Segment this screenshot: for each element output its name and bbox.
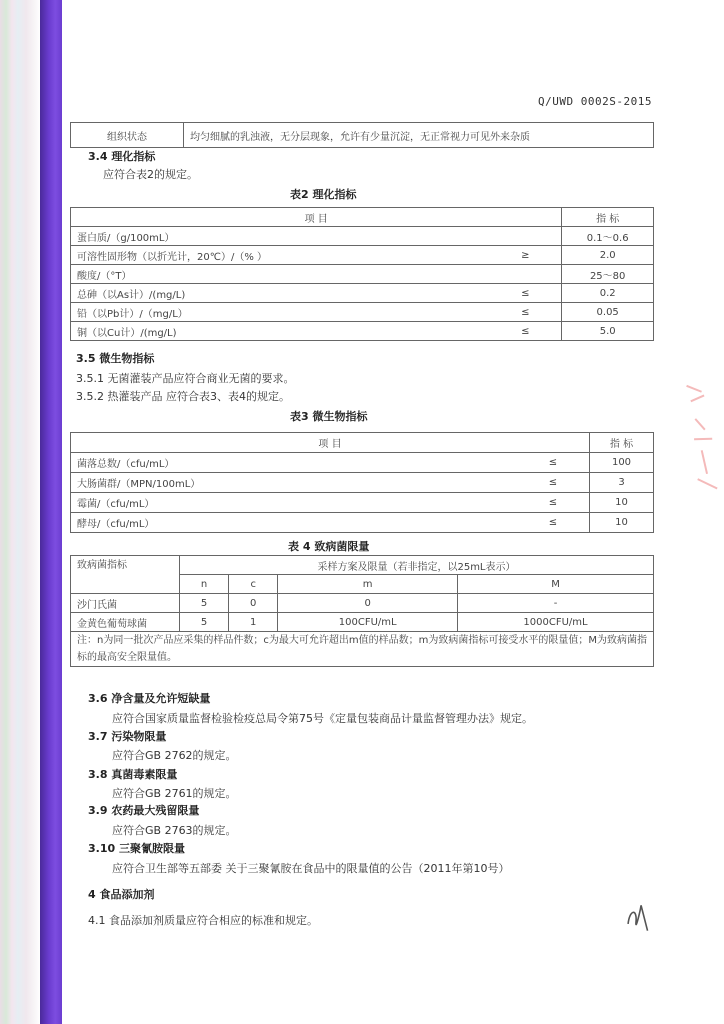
table2-header-value: 指 标 [562, 208, 654, 227]
table2-item: 总砷（以As计）/(mg/L) [71, 284, 490, 303]
table-header-row [71, 556, 654, 575]
table-row [71, 227, 654, 246]
org-state-label: 组织状态 [71, 123, 184, 148]
section-3-4-body: 应符合表2的规定。 [103, 168, 198, 181]
table4-sub-n: n [180, 575, 229, 594]
org-state-table [70, 122, 654, 148]
table2-value: 5.0 [562, 322, 654, 341]
table3 [70, 432, 654, 533]
table-row [71, 594, 654, 613]
section-3-10-body: 应符合卫生部等五部委 关于三聚氰胺在食品中的限量值的公告（2011年第10号） [112, 862, 510, 875]
section-3-9-body: 应符合GB 2763的规定。 [112, 824, 237, 837]
table2-header-item: 项 目 [71, 208, 562, 227]
table-row [71, 246, 654, 265]
table3-sym: ≤ [517, 473, 590, 493]
table-header-row [71, 433, 654, 453]
table2-value: 0.05 [562, 303, 654, 322]
table2 [70, 207, 654, 341]
table-row [71, 284, 654, 303]
table-row [71, 513, 654, 533]
section-3-6-body: 应符合国家质量监督检验检疫总局令第75号《定量包装商品计量监督管理办法》规定。 [112, 712, 533, 725]
table4-sub-m: m [278, 575, 458, 594]
table3-value: 10 [590, 513, 654, 533]
table4-m: 0 [278, 594, 458, 613]
table3-sym: ≤ [517, 453, 590, 473]
table2-item: 酸度/（°T） [71, 265, 490, 284]
scan-edge-purple [40, 0, 62, 1024]
table2-sym [489, 227, 562, 246]
section-3-5-heading: 3.5 微生物指标 [76, 352, 155, 365]
table2-item: 铜（以Cu计）/(mg/L) [71, 322, 490, 341]
table2-item: 铅（以Pb计）/（mg/L） [71, 303, 490, 322]
table2-value: 0.1～0.6 [562, 227, 654, 246]
table3-value: 10 [590, 493, 654, 513]
table2-item: 可溶性固形物（以折光计，20℃）/（% ） [71, 246, 490, 265]
table-row [71, 473, 654, 493]
standard-code: Q/UWD 0002S-2015 [538, 95, 652, 108]
table4-item: 沙门氏菌 [71, 594, 180, 613]
section-3-7-body: 应符合GB 2762的规定。 [112, 749, 237, 762]
table4-sub-M: M [458, 575, 654, 594]
section-3-6-heading: 3.6 净含量及允许短缺量 [88, 692, 211, 705]
table4-caption: 表 4 致病菌限量 [288, 540, 370, 553]
section-3-7-heading: 3.7 污染物限量 [88, 730, 167, 743]
table2-caption: 表2 理化指标 [290, 188, 357, 201]
table2-value: 0.2 [562, 284, 654, 303]
table3-item: 酵母/（cfu/mL） [71, 513, 518, 533]
table2-sym: ≤ [489, 284, 562, 303]
table4-m: 100CFU/mL [278, 613, 458, 632]
table2-value: 2.0 [562, 246, 654, 265]
table3-item: 霉菌/（cfu/mL） [71, 493, 518, 513]
table2-sym [489, 265, 562, 284]
table3-value: 100 [590, 453, 654, 473]
table4-M: 1000CFU/mL [458, 613, 654, 632]
table-row [71, 322, 654, 341]
table2-sym: ≤ [489, 322, 562, 341]
table-row [71, 123, 654, 148]
section-4-heading: 4 食品添加剂 [88, 888, 155, 901]
table3-item: 大肠菌群/（MPN/100mL） [71, 473, 518, 493]
table3-header-value: 指 标 [590, 433, 654, 453]
table4-note: 注：n为同一批次产品应采集的样品件数；c为最大可允许超出m值的样品数；m为致病菌指标可接受水平的限量值；M为致病菌指标的最高安全限量值。 [71, 632, 654, 667]
table3-sym: ≤ [517, 493, 590, 513]
table3-value: 3 [590, 473, 654, 493]
table-header-row [71, 208, 654, 227]
table2-sym: ≤ [489, 303, 562, 322]
table4-c: 1 [229, 613, 278, 632]
section-3-10-heading: 3.10 三聚氰胺限量 [88, 842, 185, 855]
table4-c: 0 [229, 594, 278, 613]
section-3-9-heading: 3.9 农药最大残留限量 [88, 804, 200, 817]
section-3-4-heading: 3.4 理化指标 [88, 150, 156, 163]
section-3-5-1: 3.5.1 无菌灌装产品应符合商业无菌的要求。 [76, 372, 295, 385]
table2-item: 蛋白质/（g/100mL） [71, 227, 490, 246]
section-4-1: 4.1 食品添加剂质量应符合相应的标准和规定。 [88, 914, 318, 927]
table3-header-item: 项 目 [71, 433, 590, 453]
table4-item: 金黄色葡萄球菌 [71, 613, 180, 632]
section-3-8-heading: 3.8 真菌毒素限量 [88, 768, 178, 781]
section-3-8-body: 应符合GB 2761的规定。 [112, 787, 237, 800]
table4-M: - [458, 594, 654, 613]
table-row [71, 613, 654, 632]
org-state-value: 均匀细腻的乳浊液，无分层现象，允许有少量沉淀，无正常视力可见外来杂质 [184, 123, 654, 148]
table3-sym: ≤ [517, 513, 590, 533]
table-note-row [71, 632, 654, 667]
table-row [71, 453, 654, 473]
table4-col1-header: 致病菌指标 [71, 556, 180, 594]
section-3-5-2: 3.5.2 热灌装产品 应符合表3、表4的规定。 [76, 390, 290, 403]
table4-n: 5 [180, 613, 229, 632]
table4-group-header: 采样方案及限量（若非指定，以25mL表示） [180, 556, 654, 575]
table4-n: 5 [180, 594, 229, 613]
table2-value: 25～80 [562, 265, 654, 284]
scan-edge-left [0, 0, 40, 1024]
table-row [71, 493, 654, 513]
table3-item: 菌落总数/（cfu/mL） [71, 453, 518, 473]
table-row [71, 265, 654, 284]
table4 [70, 555, 654, 667]
table4-sub-c: c [229, 575, 278, 594]
table-row [71, 303, 654, 322]
table3-caption: 表3 微生物指标 [290, 410, 368, 423]
table2-sym: ≥ [489, 246, 562, 265]
